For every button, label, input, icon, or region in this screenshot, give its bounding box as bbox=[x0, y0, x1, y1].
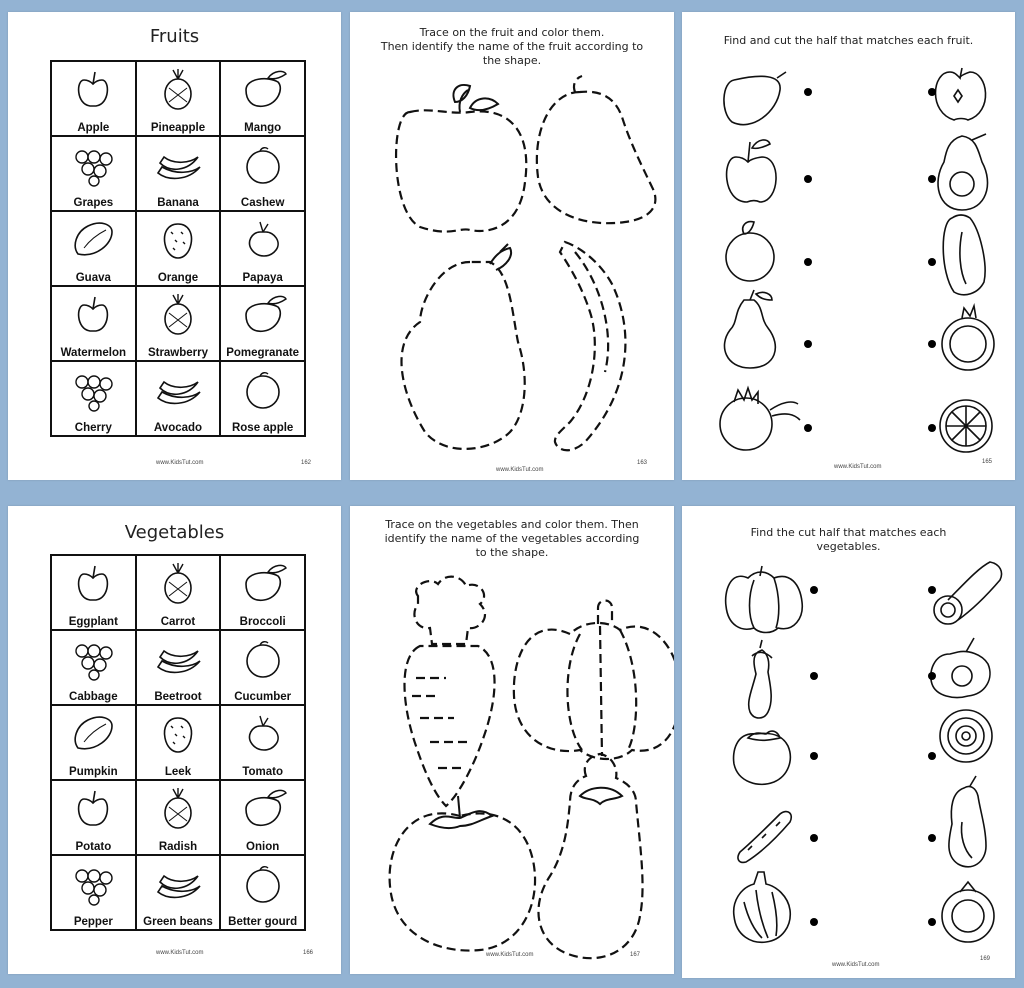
grid-cell bbox=[220, 630, 305, 705]
grid-cell bbox=[220, 855, 305, 930]
grid-cell bbox=[51, 705, 136, 780]
page-number: 166 bbox=[303, 950, 314, 956]
grid-cell bbox=[136, 361, 221, 436]
match-dot[interactable] bbox=[804, 340, 812, 348]
instruction-line: identify the name of the vegetables according bbox=[384, 532, 640, 545]
page-title: Fruits bbox=[149, 26, 200, 47]
match-dot[interactable] bbox=[928, 424, 936, 432]
avocado-half-icon bbox=[938, 134, 988, 210]
instruction-line: the shape. bbox=[482, 54, 542, 67]
instruction-line: Trace on the fruit and color them. bbox=[419, 26, 605, 39]
grid-cell bbox=[51, 211, 136, 286]
grid-cell bbox=[220, 555, 305, 630]
match-dot[interactable] bbox=[928, 175, 936, 183]
cucumber-slice-icon bbox=[934, 562, 1002, 624]
grid-cell bbox=[136, 61, 221, 136]
instruction-line: Then identify the name of the fruit according to bbox=[380, 40, 644, 53]
grid-cell bbox=[51, 780, 136, 855]
page-number: 162 bbox=[301, 460, 312, 466]
eggplant-trace-shape bbox=[538, 754, 642, 958]
cell-label: Pepper bbox=[73, 916, 113, 928]
grid-cell bbox=[136, 705, 221, 780]
match-dot[interactable] bbox=[928, 918, 936, 926]
cell-label: Cabbage bbox=[69, 691, 118, 703]
fruits-match-page bbox=[682, 12, 1015, 480]
grid-cell bbox=[136, 855, 221, 930]
cell-label: Pumpkin bbox=[69, 766, 118, 778]
cell-label: Carrot bbox=[160, 616, 196, 628]
footer-url: www.KidsTut.com bbox=[834, 464, 882, 470]
page-number: 167 bbox=[630, 952, 641, 958]
match-dot[interactable] bbox=[928, 340, 936, 348]
pumpkin-trace-shape bbox=[514, 601, 674, 760]
tomato-trace-shape bbox=[390, 813, 535, 950]
cell-label: Tomato bbox=[242, 766, 283, 778]
apple-half-icon bbox=[936, 68, 986, 120]
apple-icon bbox=[727, 140, 776, 202]
grid-cell bbox=[51, 555, 136, 630]
fruits-trace-page bbox=[350, 12, 674, 480]
instruction-line: vegetables. bbox=[816, 540, 881, 553]
match-dot[interactable] bbox=[928, 258, 936, 266]
grid-cell bbox=[136, 136, 221, 211]
fruits-grid-page bbox=[8, 12, 341, 480]
grid-cell bbox=[51, 286, 136, 361]
page-number: 169 bbox=[980, 956, 991, 962]
cell-label: Strawberry bbox=[147, 347, 209, 359]
cell-label: Papaya bbox=[242, 272, 283, 284]
cell-label: Cherry bbox=[74, 422, 112, 434]
match-dot[interactable] bbox=[810, 834, 818, 842]
cell-label: Cashew bbox=[240, 197, 285, 209]
instruction: Find and cut the half that matches each fruit. bbox=[723, 34, 974, 47]
grid-cell bbox=[220, 211, 305, 286]
cell-label: Pomegranate bbox=[226, 347, 300, 359]
cell-label: Beetroot bbox=[154, 691, 202, 703]
grid-cell bbox=[136, 630, 221, 705]
grid-cell bbox=[136, 555, 221, 630]
pomegranate-half-icon bbox=[942, 306, 994, 370]
mango-trace-shape bbox=[537, 76, 656, 223]
footer-url: www.KidsTut.com bbox=[156, 950, 204, 956]
cell-label: Apple bbox=[77, 122, 110, 134]
onion-icon bbox=[734, 872, 791, 942]
apple-trace-shape bbox=[350, 12, 674, 480]
match-dot[interactable] bbox=[928, 672, 936, 680]
carrot-trace-shape bbox=[405, 577, 495, 806]
pumpkin-half-icon bbox=[931, 638, 990, 698]
fruit-match-illustrations bbox=[682, 12, 1015, 480]
grid-cell bbox=[136, 211, 221, 286]
orange-icon bbox=[726, 222, 774, 281]
cell-label: Pineapple bbox=[150, 122, 206, 134]
cell-label: Onion bbox=[246, 841, 280, 853]
cell-label: Better gourd bbox=[228, 916, 298, 928]
instruction-line: Trace on the vegetables and color them. Then bbox=[385, 518, 639, 531]
grid-cell bbox=[136, 286, 221, 361]
grid-cell bbox=[220, 286, 305, 361]
vegetable-trace-illustrations bbox=[350, 506, 674, 974]
grid-cell bbox=[220, 61, 305, 136]
cucumber-icon bbox=[738, 812, 791, 863]
footer-url: www.KidsTut.com bbox=[156, 460, 204, 466]
footer-url: www.KidsTut.com bbox=[496, 467, 544, 473]
cell-label: Broccoli bbox=[239, 616, 286, 628]
instruction-line: Find the cut half that matches each bbox=[750, 526, 947, 539]
papaya-icon bbox=[724, 72, 786, 125]
grid-cell bbox=[136, 780, 221, 855]
papaya-half-icon bbox=[943, 215, 985, 295]
footer-url: www.KidsTut.com bbox=[486, 952, 534, 958]
cell-label: Orange bbox=[157, 272, 199, 284]
eggplant-icon bbox=[749, 640, 772, 718]
instruction-line: to the shape. bbox=[475, 546, 549, 559]
vegetable-match-illustrations bbox=[682, 506, 1015, 978]
pumpkin-icon bbox=[726, 566, 803, 633]
cell-label: Radish bbox=[158, 841, 198, 853]
match-dot[interactable] bbox=[810, 752, 818, 760]
cell-label: Eggplant bbox=[68, 616, 118, 628]
grid-cell bbox=[51, 361, 136, 436]
cell-label: Cucumber bbox=[234, 691, 292, 703]
match-dot[interactable] bbox=[928, 834, 936, 842]
vegetables-trace-page bbox=[350, 506, 674, 974]
pear-trace-shape bbox=[401, 262, 524, 449]
pomegranate-icon bbox=[720, 388, 800, 450]
tomato-icon bbox=[734, 731, 791, 784]
cell-label: Banana bbox=[157, 197, 199, 209]
match-dot[interactable] bbox=[928, 88, 936, 96]
match-dot[interactable] bbox=[810, 918, 818, 926]
grid-cell bbox=[220, 136, 305, 211]
match-dot[interactable] bbox=[810, 586, 818, 594]
cell-label: Mango bbox=[244, 122, 282, 134]
match-dot[interactable] bbox=[804, 258, 812, 266]
tomato-half-icon bbox=[942, 882, 994, 942]
grid-cell bbox=[51, 61, 136, 136]
page-number: 163 bbox=[637, 460, 648, 466]
match-dot[interactable] bbox=[804, 175, 812, 183]
grid-cell bbox=[220, 361, 305, 436]
page-number: 165 bbox=[982, 459, 993, 465]
grid-cell bbox=[51, 630, 136, 705]
pear-icon bbox=[724, 290, 775, 368]
cell-label: Potato bbox=[75, 841, 112, 853]
match-dot[interactable] bbox=[810, 672, 818, 680]
match-dot[interactable] bbox=[928, 586, 936, 594]
vegetables-match-page bbox=[682, 506, 1015, 978]
cell-label: Grapes bbox=[73, 197, 114, 209]
match-dot[interactable] bbox=[804, 424, 812, 432]
vegetable-grid bbox=[50, 554, 306, 931]
match-dot[interactable] bbox=[928, 752, 936, 760]
grid-cell bbox=[220, 705, 305, 780]
orange-slice-icon bbox=[940, 400, 992, 452]
match-dot[interactable] bbox=[804, 88, 812, 96]
grid-cell bbox=[51, 136, 136, 211]
cell-label: Watermelon bbox=[60, 347, 127, 359]
cell-label: Leek bbox=[164, 766, 192, 778]
vegetables-grid-page bbox=[8, 506, 341, 974]
onion-half-icon bbox=[940, 710, 992, 762]
page-title: Vegetables bbox=[124, 522, 225, 543]
fruit-grid bbox=[50, 60, 306, 437]
cell-label: Green beans bbox=[143, 916, 213, 928]
banana-trace-shape bbox=[555, 242, 626, 450]
grid-cell bbox=[51, 855, 136, 930]
footer-url: www.KidsTut.com bbox=[832, 962, 880, 968]
grid-cell bbox=[220, 780, 305, 855]
eggplant-half-icon bbox=[949, 776, 986, 867]
cell-label: Avocado bbox=[153, 422, 203, 434]
cell-label: Rose apple bbox=[231, 422, 294, 434]
cell-label: Guava bbox=[75, 272, 111, 284]
